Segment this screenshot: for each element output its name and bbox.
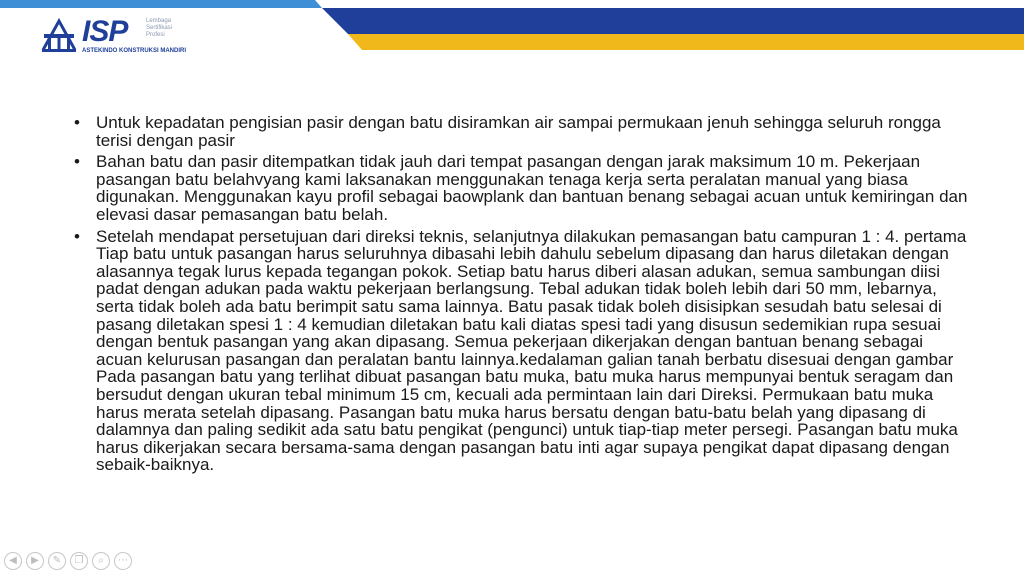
bullet-marker: •: [74, 226, 80, 246]
bullet-marker: •: [74, 152, 80, 172]
logo-caption: ASTEKINDO KONSTRUKSI MANDIRI: [82, 48, 187, 54]
logo-subtitle-line: Lembaga: [146, 18, 172, 24]
header-gold-band: [348, 34, 1024, 50]
copy-icon[interactable]: ❐: [70, 552, 88, 570]
slide-navigation: [4, 552, 132, 574]
bullet-item: [72, 153, 972, 223]
zoom-icon[interactable]: ⌕: [92, 552, 110, 570]
menu-icon[interactable]: ⋯: [114, 552, 132, 570]
header-navy-band: [322, 8, 1024, 34]
bullet-list: [72, 114, 972, 474]
bullet-marker: •: [74, 113, 80, 132]
logo-emblem-icon: [40, 18, 78, 52]
bullet-item: [72, 114, 972, 149]
bullet-text: Bahan batu dan pasir ditempatkan tidak jauh dari tempat pasangan dengan jarak maksimum 10 m. Pekerjaan pasangan batu belahvyang kami laksanakan menggunakan tenaga kerja serta peralatan manual yang biasa digunakan. Menggunakan kayu profil sebagai baowplank dan bantuan benang sebagai acuan untuk kemiringan dan elevasi dasar pemasangan batu belah.: [96, 152, 968, 224]
bullet-text: Untuk kepadatan pengisian pasir dengan batu disiramkan air sampai permukaan jenuh sehingga seluruh rongga terisi dengan pasir: [96, 113, 941, 150]
slide-content: [72, 114, 972, 478]
logo: [40, 16, 190, 58]
bullet-item: [72, 228, 972, 474]
logo-subtitle-line: Profesi: [146, 32, 165, 38]
logo-subtitle-line: Sertifikasi: [146, 25, 173, 31]
bullet-text: Setelah mendapat persetujuan dari direksi teknis, selanjutnya dilakukan pemasangan batu campuran 1 : 4. pertama Tiap batu untuk pasangan harus seluruhnya dibasahi lebih dahulu sebelum dipasang dan harus diletakan dengan alasannya tegak lurus kepada tegangan pokok. Setiap batu harus diberi alasan adukan, semua sambungan diisi padat dengan adukan pada waktu pekerjaan berlangsung. Tebal adukan tidak boleh lebih dari 50 mm, lebarnya, serta tidak boleh ada batu berimpit satu sama lainnya. Batu pasak tidak boleh disisipkan sesudah batu selesai di pasang diletakan spesi 1 : 4 kemudian diletakan batu kali diatas spesi tadi yang disusun sedemikian rupa sesuai dengan bentuk pasangan yang akan dipasang. Semua pekerjaan dikerjakan dengan bantuan benang sebagai acuan kelurusan pasangan dan peralatan bantu lainnya.kedalaman galian tanah berbatu disesuai dengan gambar Pada pasangan batu yang terlihat dibuat pasangan batu muka, batu muka harus mempunyai bentuk seragam dan bersudut dengan ukuran tebal minimum 15 cm, kecuali ada permintaan lain dari Direksi. Permukaan batu muka harus merata setelah dipasang. Pasangan batu muka harus bersatu dengan batu-batu belah yang dipasang di dalamnya dan paling sedikit ada satu batu pengikat (pengunci) untuk tiap-tiap meter persegi. Pasangan batu muka harus dikerjakan secara bersama-sama dengan pasangan batu inti agar supaya pengikat dapat dipasang dengan sebaik-baiknya.: [96, 226, 967, 475]
logo-brand: ISP: [82, 15, 128, 48]
next-icon[interactable]: ▶: [26, 552, 44, 570]
logo-subtitle: [146, 18, 192, 39]
header-blue-bar: [0, 0, 322, 8]
pen-icon[interactable]: ✎: [48, 552, 66, 570]
previous-icon[interactable]: ◀: [4, 552, 22, 570]
